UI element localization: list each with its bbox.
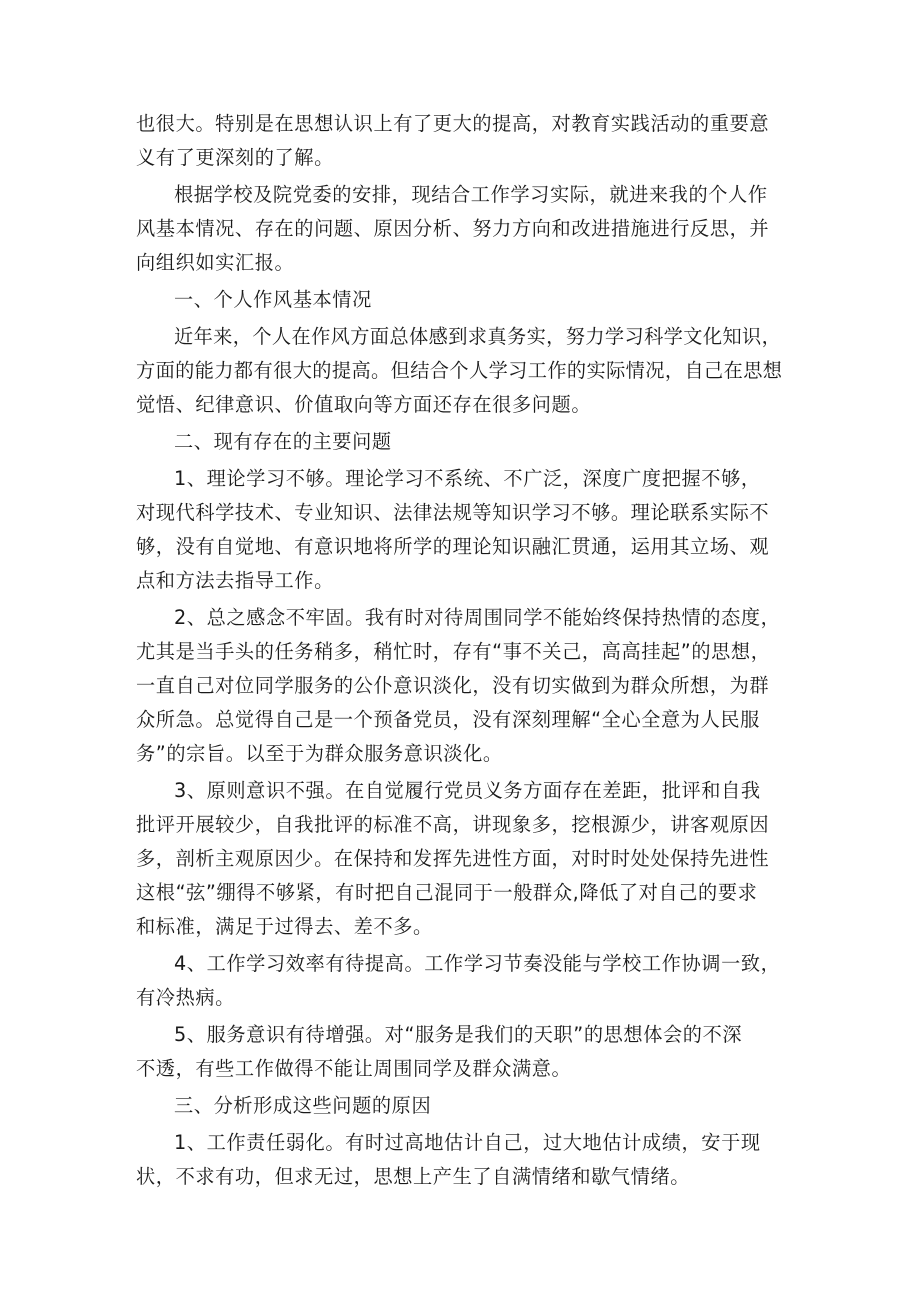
section-heading-1: 一、个人作风基本情况 xyxy=(174,288,372,311)
text-line: 众所急。总觉得自己是一个预备党员，没有深刻理解“全心全意为人民服 xyxy=(136,708,760,731)
paragraph-start-line: 3、原则意识不强。在自觉履行党员义务方面存在差距，批评和自我 xyxy=(174,779,761,802)
text-line: 有冷热病。 xyxy=(136,986,235,1009)
text-line: 方面的能力都有很大的提高。但结合个人学习工作的实际情况，自己在思想 xyxy=(136,359,783,382)
paragraph-start-line: 4、工作学习效率有待提高。工作学习节奏没能与学校工作协调一致， xyxy=(174,952,781,975)
text-line: 风基本情况、存在的问题、原因分析、努力方向和改进措施进行反思，并 xyxy=(136,217,770,240)
paragraph-start-line: 1、工作责任弱化。有时过高地估计自己，过大地估计成绩，安于现 xyxy=(174,1131,761,1154)
text-line: 状，不求有功，但求无过，思想上产生了自满情绪和歇气情绪。 xyxy=(136,1165,691,1188)
paragraph-start-line: 5、服务意识有待增强。对“服务是我们的天职”的思想体会的不深 xyxy=(174,1023,743,1046)
text-line: 一直自己对位同学服务的公仆意识淡化，没有切实做到为群众所想，为群 xyxy=(136,674,770,697)
text-line: 多，剖析主观原因少。在保持和发挥先进性方面，对时时处处保持先进性 xyxy=(136,847,770,870)
text-line: 义有了更深刻的了解。 xyxy=(136,146,334,169)
text-line: 尤其是当手头的任务稍多，稍忙时，存有“事不关己，高高挂起”的思想， xyxy=(136,640,771,663)
text-line: 这根“弦”绷得不够紧，有时把自己混同于一般群众,降低了对自己的要求 xyxy=(136,881,758,904)
paragraph-start-line: 近年来，个人在作风方面总体感到求真务实，努力学习科学文化知识， xyxy=(174,325,782,348)
paragraph-start-line: 根据学校及院党委的安排，现结合工作学习实际，就进来我的个人作 xyxy=(174,183,768,206)
text-line: 批评开展较少，自我批评的标准不高，讲现象多，挖根源少，讲客观原因 xyxy=(136,813,770,836)
text-line: 点和方法去指导工作。 xyxy=(136,569,334,592)
text-line: 务”的宗旨。以至于为群众服务意识淡化。 xyxy=(136,742,503,765)
text-line: 对现代科学技术、专业知识、法律法规等知识学习不够。理论联系实际不 xyxy=(136,501,770,524)
section-heading-2: 二、现有存在的主要问题 xyxy=(174,430,392,453)
text-line: 向组织如实汇报。 xyxy=(136,251,295,274)
paragraph-start-line: 2、总之感念不牢固。我有时对待周围同学不能始终保持热情的态度， xyxy=(174,606,781,629)
text-line: 觉悟、纪律意识、价值取向等方面还存在很多问题。 xyxy=(136,393,592,416)
paragraph-start-line: 1、理论学习不够。理论学习不系统、不广泛，深度广度把握不够， xyxy=(174,467,761,490)
text-line: 不透，有些工作做得不能让周围同学及群众满意。 xyxy=(136,1057,572,1080)
text-line: 够，没有自觉地、有意识地将所学的理论知识融汇贯通，运用其立场、观 xyxy=(136,535,770,558)
text-line: 和标准，满足于过得去、差不多。 xyxy=(136,915,433,938)
text-line: 也很大。特别是在思想认识上有了更大的提高，对教育实践活动的重要意 xyxy=(136,112,770,135)
section-heading-3: 三、分析形成这些问题的原因 xyxy=(174,1094,432,1117)
